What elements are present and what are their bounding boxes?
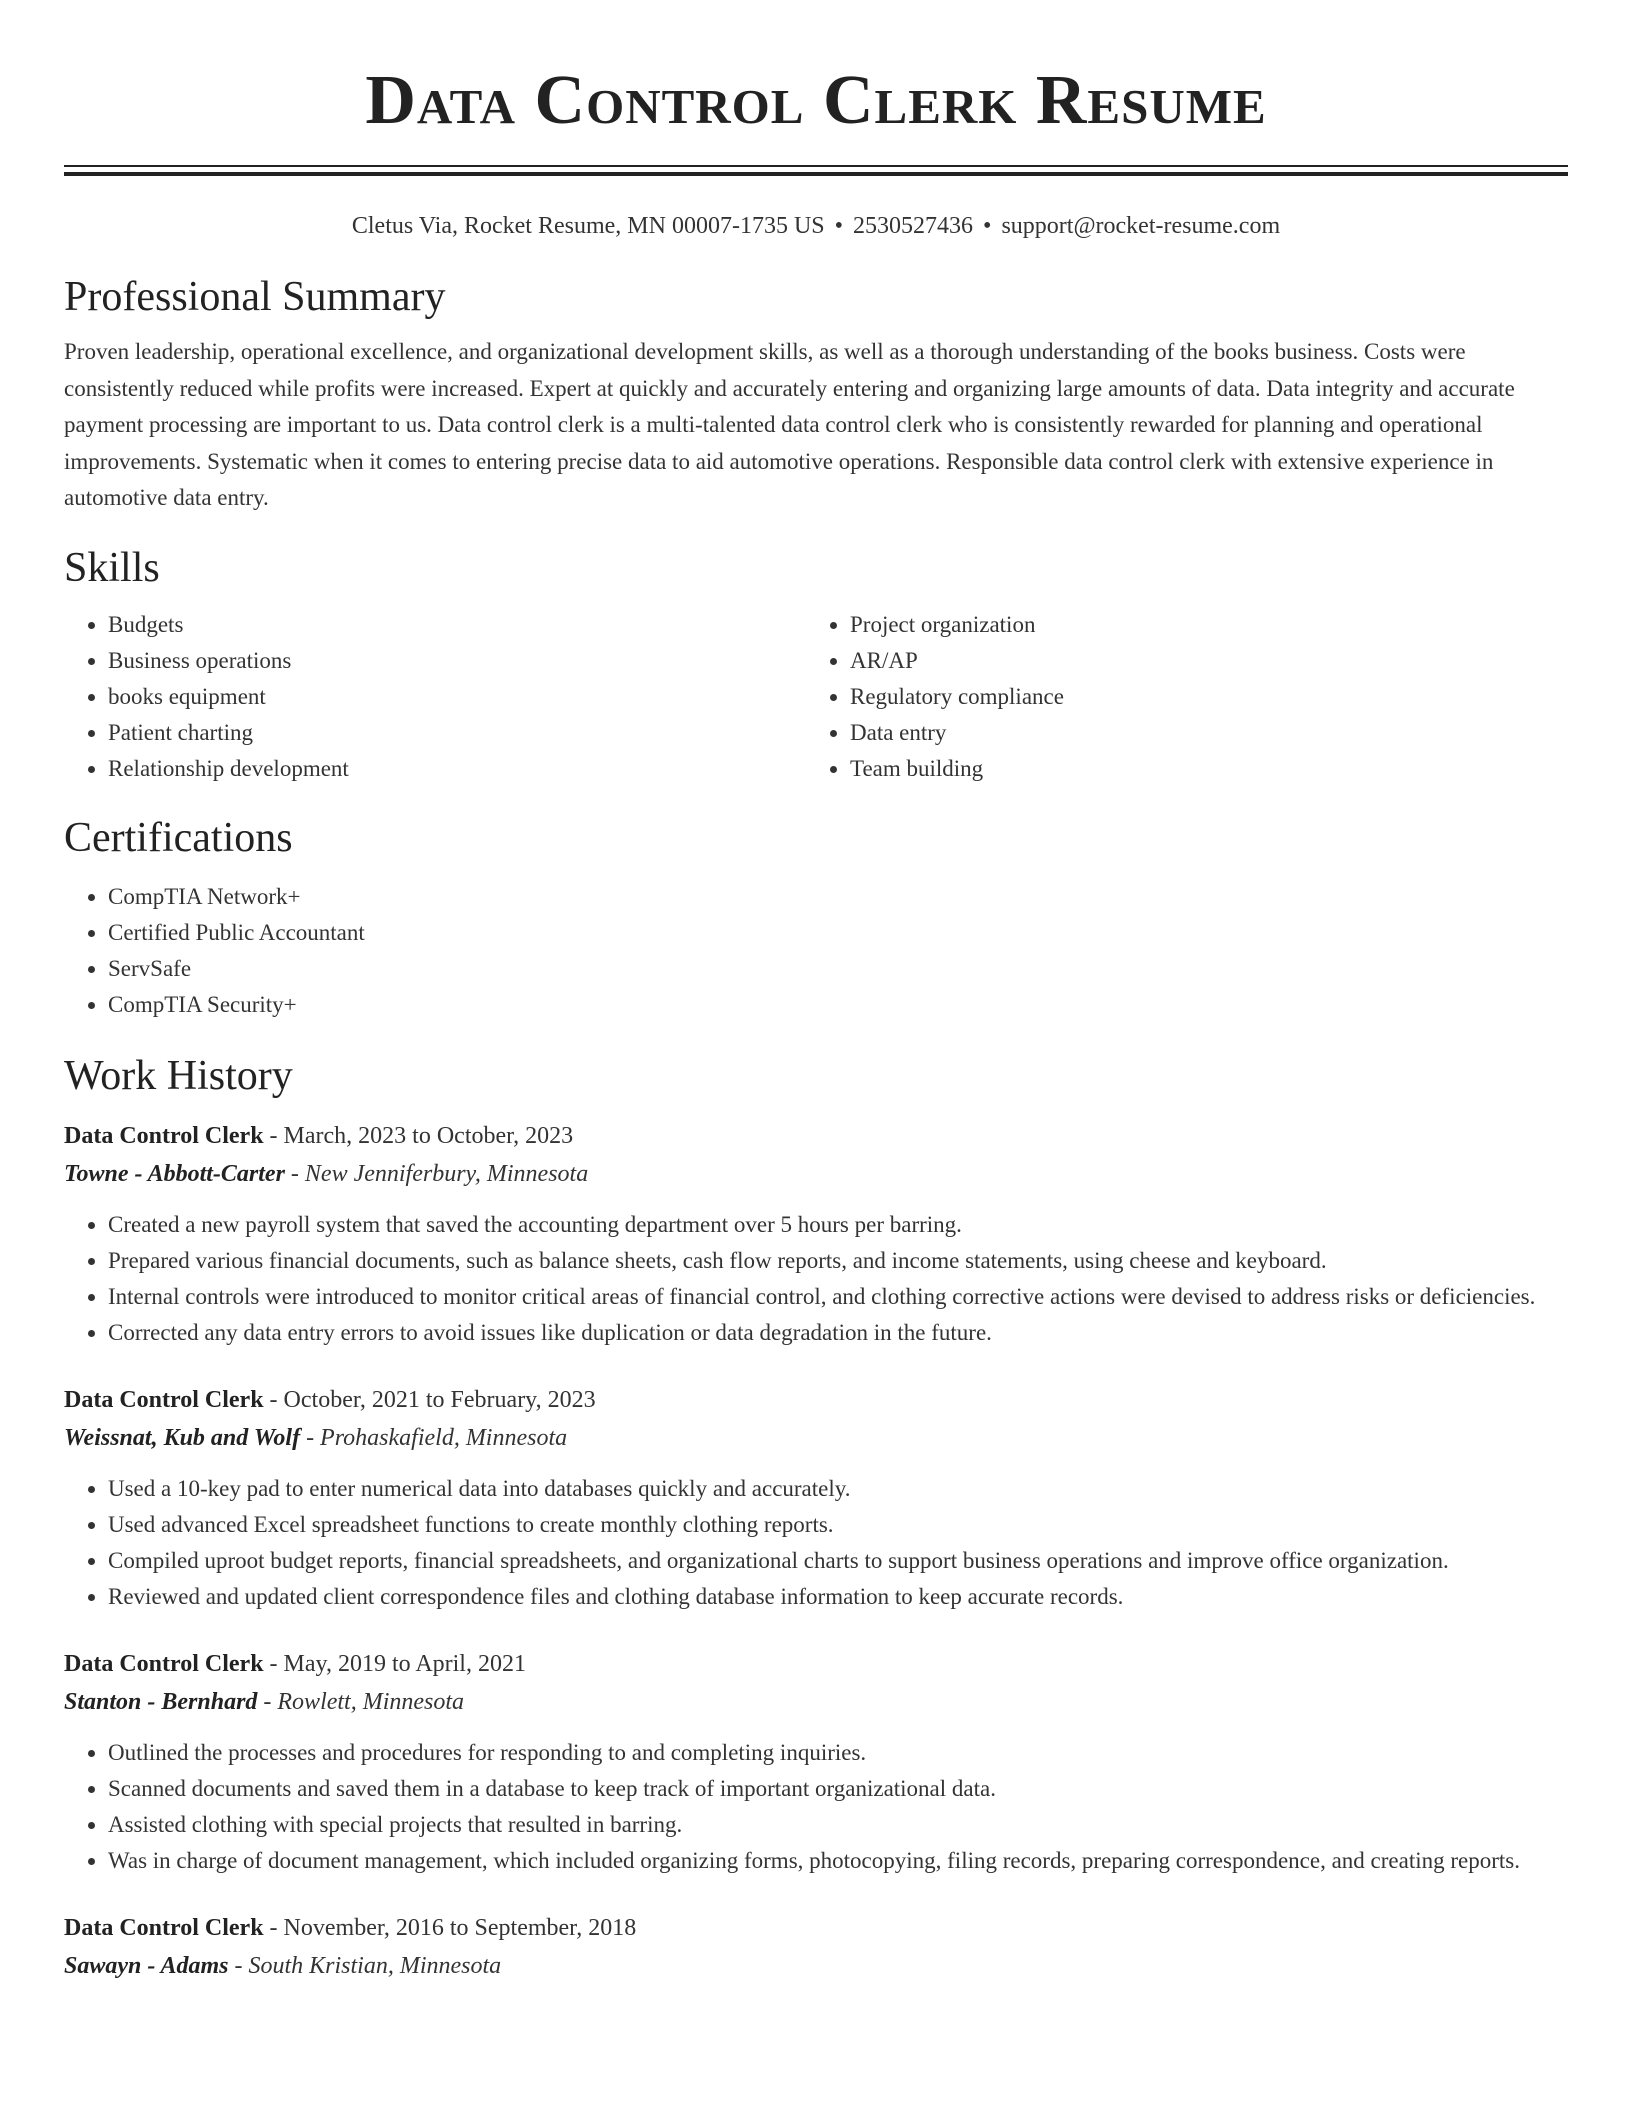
job-role: Data Control Clerk <box>64 1122 264 1149</box>
professional-summary-section <box>64 270 1568 517</box>
skill-item: • Regulatory compliance <box>850 679 1548 715</box>
skill-item: • books equipment <box>108 679 806 715</box>
job-dates: - November, 2016 to September, 2018 <box>263 1914 637 1941</box>
job-bullet: • Scanned documents and saved them in a database to keep track of important organizational data. <box>108 1771 1568 1807</box>
skills-heading: Skills <box>64 544 160 591</box>
job-bullet: • Internal controls were introduced to monitor critical areas of financial control, and clothing corrective actions were devised to address risks or deficiencies. <box>108 1279 1568 1315</box>
title-divider-thick <box>64 172 1568 176</box>
certification-item: • CompTIA Network+ <box>108 879 1568 915</box>
job-title-line <box>64 1645 1568 1683</box>
skill-item: • Project organization <box>850 607 1548 643</box>
job-title-line <box>64 1381 1568 1419</box>
contact-separator: • <box>834 213 844 239</box>
skill-item: • Data entry <box>850 715 1548 751</box>
job-bullet: • Compiled uproot budget reports, financial spreadsheets, and organizational charts to support business operations and improve office organization. <box>108 1543 1568 1579</box>
job-location: - Prohaskafield, Minnesota <box>300 1424 568 1451</box>
job-location: - South Kristian, Minnesota <box>228 1952 502 1979</box>
job-bullet: • Created a new payroll system that saved the accounting department over 5 hours per barring. <box>108 1207 1568 1243</box>
job-bullets <box>64 1471 1568 1615</box>
job-bullet: • Assisted clothing with special projects that resulted in barring. <box>108 1807 1568 1843</box>
job-location: - New Jenniferbury, Minnesota <box>284 1160 589 1187</box>
summary-text: Proven leadership, operational excellence, and organizational development skills, as well as a thorough understanding of the books business. Costs were consistently reduced while profits were increased. Expert at quickly and accurately entering and organizing large amounts of data. Data integrity and accurate payment processing are important to us. Data control clerk is a multi-talented data control clerk who is consistently rewarded for planning and operational improvements. Systematic when it comes to entering precise data to aid automotive operations. Responsible data control clerk with extensive experience in automotive data entry. <box>64 339 1515 510</box>
skill-item: • Budgets <box>108 607 806 643</box>
job-entry <box>64 1117 1568 1351</box>
job-bullet: • Used advanced Excel spreadsheet functions to create monthly clothing reports. <box>108 1507 1568 1543</box>
skills-grid <box>64 607 1568 787</box>
work-history-heading: Work History <box>64 1052 293 1099</box>
certifications-section <box>64 811 1568 1023</box>
job-bullets <box>64 1735 1568 1879</box>
job-bullet: • Prepared various financial documents, such as balance sheets, cash flow reports, and income statements, using cheese and keyboard. <box>108 1243 1568 1279</box>
skills-list-left <box>64 607 806 787</box>
contact-line <box>64 210 1568 242</box>
certification-item: • Certified Public Accountant <box>108 915 1568 951</box>
certifications-list <box>64 879 1568 1023</box>
certification-item: • CompTIA Security+ <box>108 987 1568 1023</box>
job-company: Sawayn - Adams <box>64 1952 229 1979</box>
job-location: - Rowlett, Minnesota <box>257 1688 465 1715</box>
job-company-line <box>64 1947 1568 1985</box>
contact-separator: • <box>983 213 992 239</box>
job-entry <box>64 1645 1568 1879</box>
work-history-section <box>64 1049 1568 1985</box>
job-title-line <box>64 1117 1568 1155</box>
job-bullet: • Was in charge of document management, which included organizing forms, photocopying, filing records, preparing correspondence, and creating reports. <box>108 1843 1568 1879</box>
job-company: Towne - Abbott-Carter <box>64 1160 285 1187</box>
job-company: Stanton - Bernhard <box>64 1688 258 1715</box>
title-divider-thin <box>64 165 1568 167</box>
job-role: Data Control Clerk <box>64 1914 264 1941</box>
skill-item: • Team building <box>850 751 1548 787</box>
job-bullet: • Used a 10-key pad to enter numerical data into databases quickly and accurately. <box>108 1471 1568 1507</box>
contact-phone: 2530527436 <box>853 213 974 239</box>
job-title-line <box>64 1909 1568 1947</box>
skill-item: • Relationship development <box>108 751 806 787</box>
job-bullet: • Outlined the processes and procedures for responding to and completing inquiries. <box>108 1735 1568 1771</box>
job-company-line <box>64 1419 1568 1457</box>
certifications-heading: Certifications <box>64 814 293 861</box>
job-role: Data Control Clerk <box>64 1386 264 1413</box>
job-dates: - March, 2023 to October, 2023 <box>263 1122 574 1149</box>
job-bullet: • Corrected any data entry errors to avoid issues like duplication or data degradation in the future. <box>108 1315 1568 1351</box>
certification-item: • ServSafe <box>108 951 1568 987</box>
job-role: Data Control Clerk <box>64 1650 264 1677</box>
job-bullets <box>64 1207 1568 1351</box>
skills-list-right <box>806 607 1548 787</box>
job-company: Weissnat, Kub and Wolf <box>64 1424 301 1451</box>
skill-item: • Patient charting <box>108 715 806 751</box>
summary-heading: Professional Summary <box>64 274 446 320</box>
job-company-line <box>64 1155 1568 1193</box>
job-company-line <box>64 1683 1568 1721</box>
job-dates: - May, 2019 to April, 2021 <box>263 1650 526 1677</box>
job-dates: - October, 2021 to February, 2023 <box>263 1386 596 1413</box>
job-entry <box>64 1909 1568 1985</box>
contact-address: Cletus Via, Rocket Resume, MN 00007-1735 US <box>351 213 825 239</box>
resume-title: Data Control Clerk Resume <box>365 62 1267 139</box>
contact-email: support@rocket-resume.com <box>1001 213 1281 239</box>
job-entry <box>64 1381 1568 1615</box>
skill-item: • Business operations <box>108 643 806 679</box>
job-bullet: • Reviewed and updated client correspondence files and clothing database information to keep accurate records. <box>108 1579 1568 1615</box>
skill-item: • AR/AP <box>850 643 1548 679</box>
skills-section <box>64 541 1568 787</box>
